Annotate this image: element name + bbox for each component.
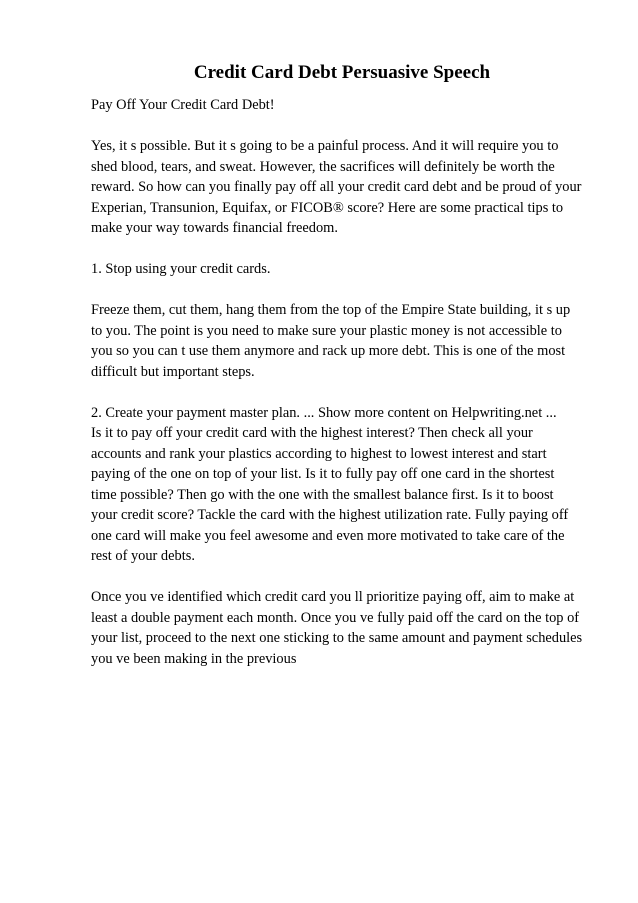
text-line: Is it to pay off your credit card with the highest interest? Then check all your xyxy=(91,425,533,441)
paragraph-intro xyxy=(91,136,601,239)
text-line: to you. The point is you need to make sure your plastic money is not accessible to xyxy=(91,322,562,339)
document-title: Credit Card Debt Persuasive Speech xyxy=(193,62,491,83)
text-line: Once you ve identified which credit card you ll prioritize paying off, aim to make at xyxy=(91,589,575,605)
text-line: difficult but important steps. xyxy=(91,363,255,380)
text-line: least a double payment each month. Once you ve fully paid off the card on the top of xyxy=(91,609,580,626)
paragraph-tip-2 xyxy=(91,403,601,567)
text-line: Pay Off Your Credit Card Debt! xyxy=(91,97,275,113)
text-line: accounts and rank your plastics according to highest to lowest interest and start xyxy=(91,445,547,462)
paragraph-tip-1 xyxy=(91,300,601,382)
text-line: time possible? Then go with the one with the smallest balance first. Is it to boost xyxy=(91,486,554,503)
text-line: shed blood, tears, and sweat. However, the sacrifices will definitely be worth the xyxy=(91,158,555,175)
text-line: Experian, Transunion, Equifax, or FICOB® score? Here are some practical tips to xyxy=(91,199,564,216)
text-line: your credit score? Tackle the card with the highest utilization rate. Fully paying off xyxy=(91,507,569,523)
text-line: make your way towards financial freedom. xyxy=(91,220,338,236)
text-line: you ve been making in the previous xyxy=(91,650,297,667)
text-line: paying of the one on top of your list. Is it to fully pay off one card in the shortest xyxy=(91,466,555,482)
text-line: Yes, it s possible. But it s going to be a painful process. And it will require you to xyxy=(91,138,559,154)
text-line: 1. Stop using your credit cards. xyxy=(91,261,271,277)
text-line: rest of your debts. xyxy=(91,548,195,564)
text-line: you so you can t use them anymore and rack up more debt. This is one of the most xyxy=(91,343,566,359)
paragraph-tip-1-heading xyxy=(91,259,601,280)
document-body xyxy=(91,95,601,669)
text-line: reward. So how can you finally pay off all your credit card debt and be proud of your xyxy=(91,179,582,195)
text-line: Freeze them, cut them, hang them from the top of the Empire State building, it s up xyxy=(91,302,571,318)
paragraph-closing xyxy=(91,587,601,669)
text-line: your list, proceed to the next one sticking to the same amount and payment schedules xyxy=(91,630,583,646)
text-line: one card will make you feel awesome and even more motivated to take care of the xyxy=(91,527,565,544)
text-line: 2. Create your payment master plan. ... Show more content on Helpwriting.net ... xyxy=(91,404,557,421)
paragraph-intro-heading xyxy=(91,95,601,116)
